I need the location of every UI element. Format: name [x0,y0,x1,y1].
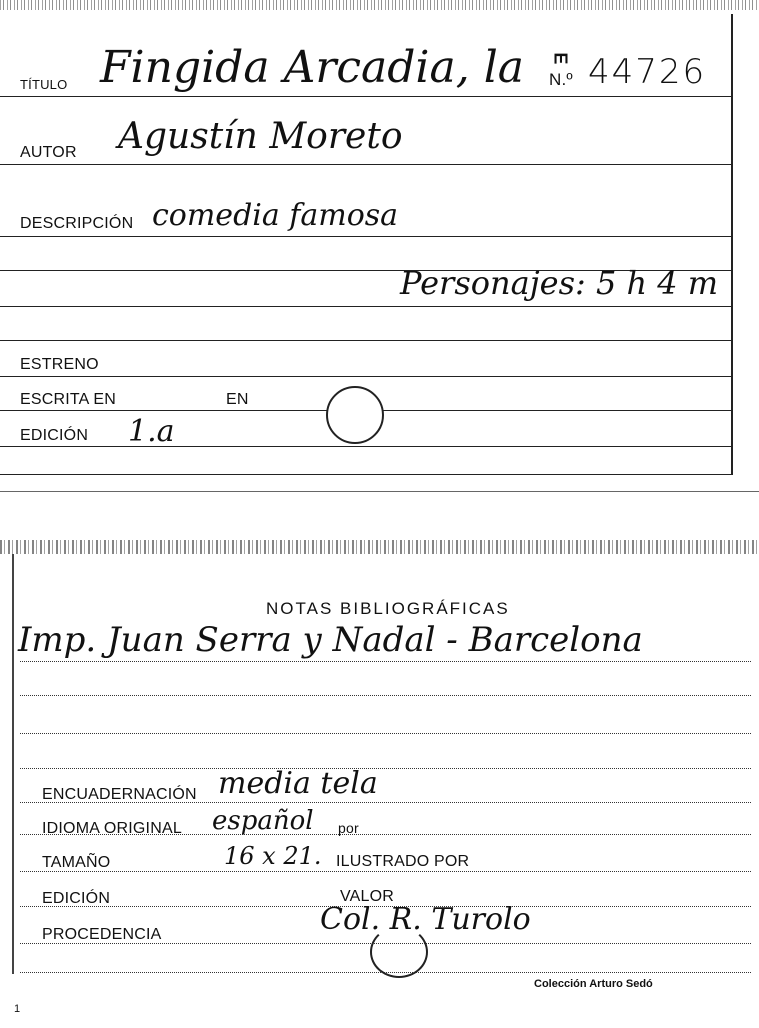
rule-line [0,164,733,165]
por-label: por [338,820,359,836]
rule-line [20,768,751,769]
catalog-card-front [0,0,759,495]
ilustrado-label: ILUSTRADO POR [336,853,470,870]
en-label: EN [226,391,249,408]
rule-line [0,306,733,307]
encuadernacion-value: media tela [218,766,378,801]
descripcion-value: comedia famosa [152,198,399,233]
collection-footer: Colección Arturo Sedó [534,978,653,990]
titulo-value: Fingida Arcadia, la [100,42,524,93]
notas-value: Imp. Juan Serra y Nadal - Barcelona [18,620,643,660]
valor-label: VALOR [340,888,395,905]
escrita-en-label: ESCRITA EN [20,391,116,408]
punch-hole [326,386,384,444]
edicion-label: EDICIÓN [42,890,111,907]
idioma-value: español [212,806,314,836]
page-number: 1 [14,1003,21,1015]
autor-label: AUTOR [20,144,77,161]
rule-line [20,733,751,734]
rule-line [20,695,751,696]
rule-line [20,871,751,872]
idioma-label: IDIOMA ORIGINAL [42,820,182,837]
card-top-edge [0,540,759,554]
card-top-edge [0,0,759,10]
rule-line [0,446,733,447]
rule-line [0,474,733,475]
numero-value: 44726 [588,52,707,92]
descripcion-label: DESCRIPCIÓN [20,215,134,232]
rule-line [0,96,733,97]
rule-line [0,376,733,377]
card-left-edge [12,554,14,974]
estreno-label: ESTRENO [20,356,99,373]
card-right-edge [731,14,733,474]
edicion-label: EDICIÓN [20,427,89,444]
punch-hole [370,926,428,978]
procedencia-value: Col. R. Turolo [320,902,531,937]
procedencia-label: PROCEDENCIA [42,926,162,943]
personajes-value: Personajes: 5 h 4 m [400,264,719,302]
catalog-card-back [0,540,759,995]
numero-label: N.º [549,70,573,89]
rule-line [0,340,733,341]
numero-prefix: E [550,52,571,65]
card-bottom-edge [0,491,759,492]
encuadernacion-label: ENCUADERNACIÓN [42,786,197,803]
autor-value: Agustín Moreto [118,116,403,157]
edicion-value: 1.a [128,414,175,449]
notas-heading: NOTAS BIBLIOGRÁFICAS [266,599,510,618]
titulo-label: TÍTULO [20,77,68,92]
tamano-value: 16 x 21. [224,842,322,870]
rule-line [20,661,751,662]
tamano-label: TAMAÑO [42,854,111,871]
rule-line [0,236,733,237]
